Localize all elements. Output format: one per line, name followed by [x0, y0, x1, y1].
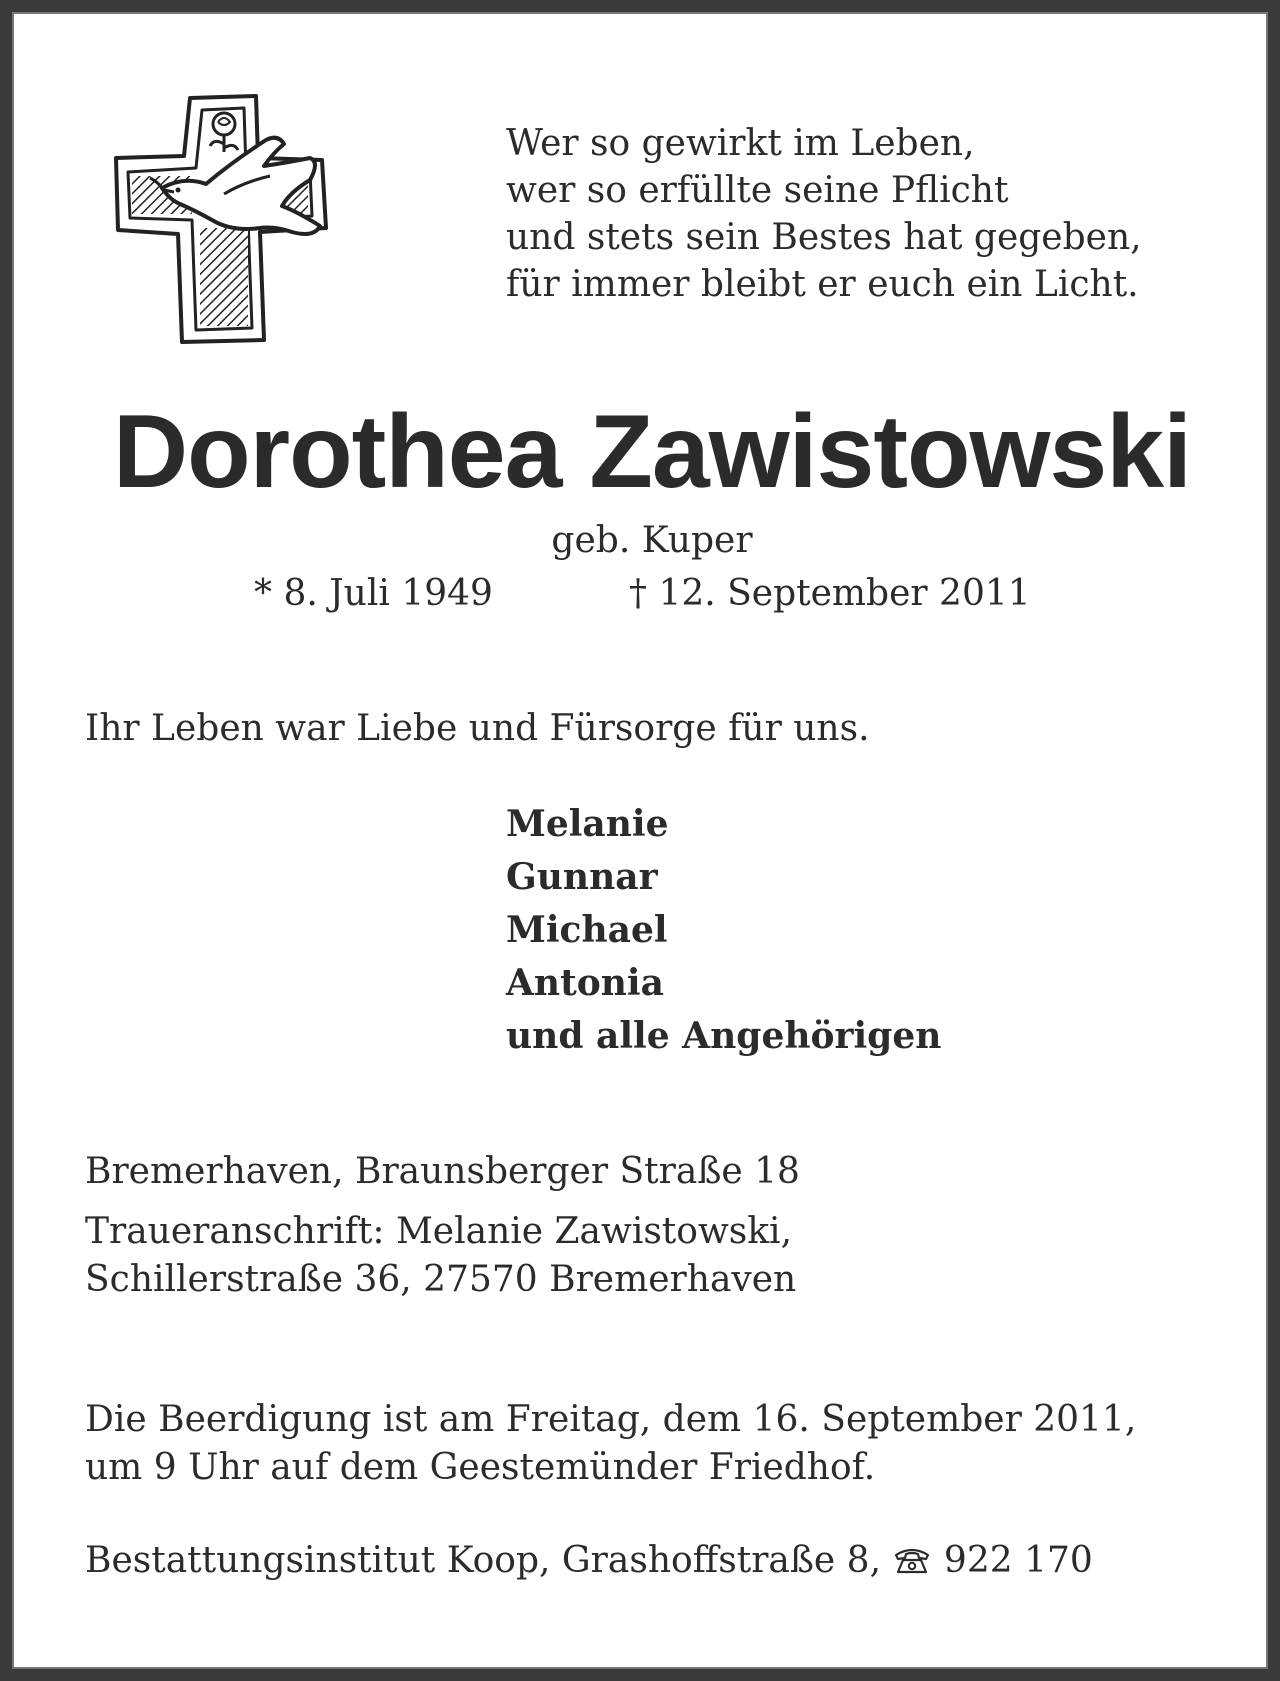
family-member: und alle Angehörigen [506, 1015, 942, 1057]
residence-address: Bremerhaven, Braunsberger Straße 18 [85, 1151, 800, 1192]
family-list [506, 798, 941, 1063]
funeral-info-line: um 9 Uhr auf dem Geestemünder Friedhof. [85, 1447, 876, 1488]
death-date: † 12. September 2011 [629, 573, 1031, 614]
mourning-address-line: Traueranschrift: Melanie Zawistowski, [85, 1211, 793, 1252]
funeral-info [85, 1396, 1136, 1492]
memorial-verse [506, 120, 1142, 308]
verse-line: wer so erfüllte seine Pflicht [506, 170, 1009, 211]
mourning-address-line: Schillerstraße 36, 27570 Bremerhaven [85, 1259, 797, 1300]
family-member: Michael [506, 909, 668, 951]
undertaker-info [85, 1537, 1093, 1585]
funeral-info-line: Die Beerdigung ist am Freitag, dem 16. September 2011, [85, 1399, 1137, 1440]
maiden-name: geb. Kuper [551, 520, 753, 561]
cross-with-dove-icon [114, 92, 340, 348]
tribute-text: Ihr Leben war Liebe und Fürsorge für uns. [85, 708, 870, 749]
family-member: Antonia [506, 962, 664, 1004]
undertaker-phone: 922 170 [943, 1540, 1093, 1581]
mourning-address [85, 1208, 796, 1304]
deceased-name: Dorothea Zawistowski [113, 394, 1191, 510]
birth-date: * 8. Juli 1949 [254, 573, 493, 614]
verse-line: für immer bleibt er euch ein Licht. [506, 264, 1139, 305]
verse-line: Wer so gewirkt im Leben, [506, 123, 975, 164]
family-member: Melanie [506, 803, 669, 845]
undertaker-name-address: Bestattungsinstitut Koop, Grashoffstraße 8, [85, 1540, 882, 1581]
verse-line: und stets sein Bestes hat gegeben, [506, 217, 1142, 258]
telephone-icon [892, 1545, 932, 1575]
family-member: Gunnar [506, 856, 658, 898]
